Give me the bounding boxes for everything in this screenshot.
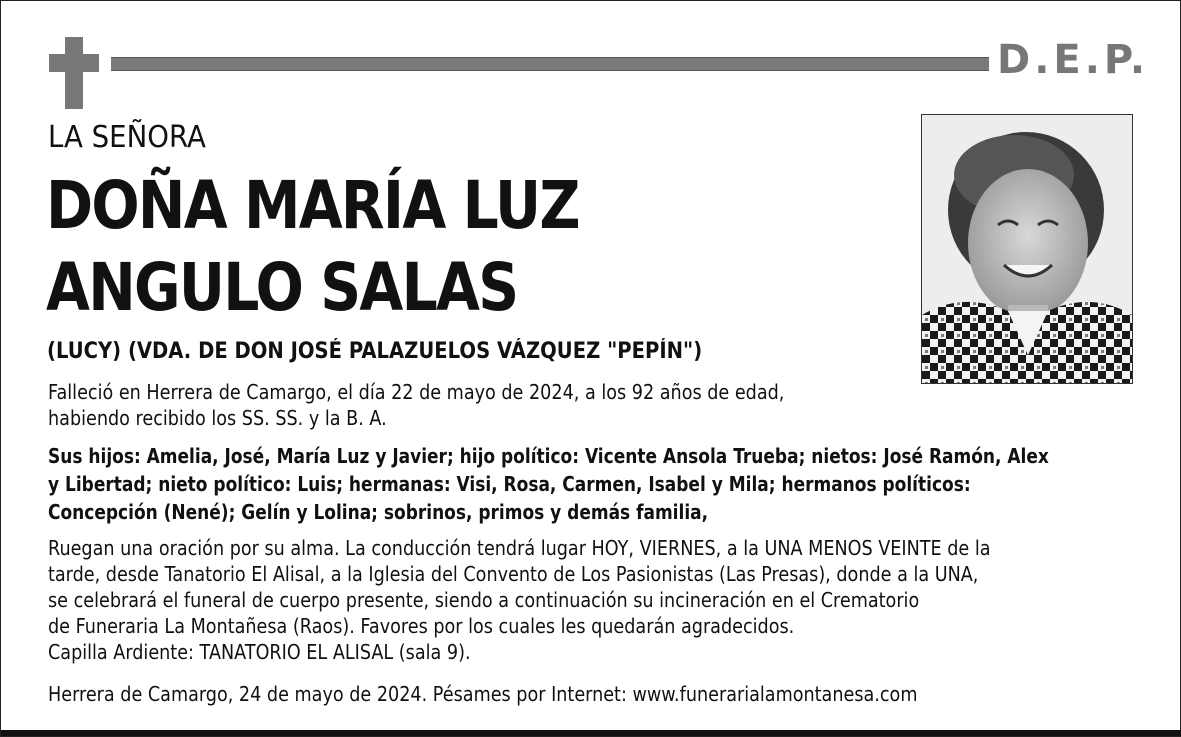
funeral-line: tarde, desde Tanatorio El Alisal, a la Iglesia del Convento de Los Pasionistas (Las Presas), donde a la UNA, <box>48 562 979 586</box>
funeral-line: Capilla Ardiente: TANATORIO EL ALISAL (sala 9). <box>48 640 471 664</box>
deceased-name <box>46 165 579 329</box>
family-line: Concepción (Nené); Gelín y Lolina; sobrinos, primos y demás familia, <box>48 500 709 524</box>
dep-label: D.E.P. <box>997 37 1150 83</box>
funeral-line: se celebrará el funeral de cuerpo presente, siendo a continuación su incineración en el Crematorio <box>48 588 920 612</box>
header-rule <box>111 57 989 71</box>
family-list <box>48 442 1049 526</box>
bottom-rule <box>1 730 1181 736</box>
funeral-details <box>48 535 991 665</box>
death-notice <box>48 379 784 431</box>
family-line: Sus hijos: Amelia, José, María Luz y Javier; hijo político: Vicente Ansola Trueba; nietos: José Ramón, Alex <box>48 444 1049 468</box>
nickname-widow-line: (LUCY) (VDA. DE DON JOSÉ PALAZUELOS VÁZQUEZ "PEPÍN") <box>47 339 703 364</box>
death-notice-line: habiendo recibido los SS. SS. y la B. A. <box>48 406 387 430</box>
name-line-1: DOÑA MARÍA LUZ <box>46 167 579 244</box>
funeral-line: de Funeraria La Montañesa (Raos). Favores por los cuales les quedarán agradecidos. <box>48 614 795 638</box>
portrait-illustration <box>922 115 1132 383</box>
footer-line: Herrera de Camargo, 24 de mayo de 2024. Pésames por Internet: www.funerarialamontanesa.com <box>48 682 918 706</box>
name-line-2: ANGULO SALAS <box>46 249 518 326</box>
death-notice-line: Falleció en Herrera de Camargo, el día 22 de mayo de 2024, a los 92 años de edad, <box>48 380 785 404</box>
family-line: y Libertad; nieto político: Luis; hermanas: Visi, Rosa, Carmen, Isabel y Mila; hermanos políticos: <box>48 472 971 496</box>
funeral-line: Ruegan una oración por su alma. La conducción tendrá lugar HOY, VIERNES, a la UNA MENOS VEINTE de la <box>48 536 991 560</box>
portrait-photo <box>921 114 1133 384</box>
honorific: LA SEÑORA <box>48 120 206 155</box>
